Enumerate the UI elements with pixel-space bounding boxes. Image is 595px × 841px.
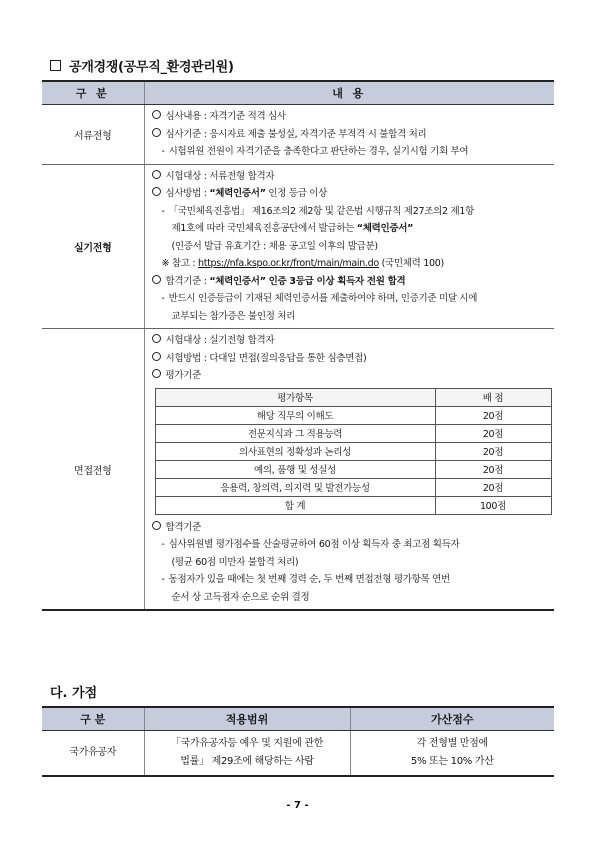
list-item: 심사기준 : 응시자료 제출 불성실, 자격기준 부적격 시 불합격 처리	[152, 126, 549, 144]
eval-row: 전문지식과 그 적용능력 20점	[155, 424, 551, 442]
list-subitem: - 반드시 인증등급이 기재된 체력인증서를 제출하여야 하며, 인증기준 미달 시에	[161, 293, 478, 304]
list-subitem: - 시험위원 전원이 자격기준을 충족한다고 판단하는 경우, 실기시험 기회 부여	[161, 146, 469, 157]
circle-bullet-icon	[152, 352, 161, 361]
list-item: 평가기준	[152, 367, 549, 385]
table-header-row	[42, 81, 554, 105]
page-number: - 7 -	[286, 800, 309, 811]
reference-link[interactable]: https://nfa.kspo.or.kr/front/main/main.do	[197, 258, 379, 269]
circle-bullet-icon	[152, 334, 161, 343]
table-row-practical	[42, 164, 554, 329]
row-label: 서류전형	[42, 105, 144, 165]
section-title: 공개경쟁(공무직_환경관리원)	[69, 60, 234, 75]
list-item: 시험방법 : 다대일 면접(질의응답을 통한 심층면접)	[152, 350, 549, 368]
list-subitem-cont: 제1호에 따라 국민체육진흥공단에서 발급하는 “체력인증서”	[171, 223, 414, 234]
circle-bullet-icon	[152, 275, 161, 284]
header-content: 내 용	[144, 81, 554, 105]
bonus-points-table	[42, 706, 554, 777]
circle-bullet-icon	[152, 170, 161, 179]
reference-note: ※ 참고 : https://nfa.kspo.or.kr/front/main/main.do (국민체력 100)	[161, 258, 444, 269]
circle-bullet-icon	[152, 128, 161, 137]
list-subitem: - 동점자가 있을 때에는 첫 번째 경력 순, 두 번째 면접전형 평가항목 연번	[161, 574, 450, 585]
circle-bullet-icon	[152, 369, 161, 378]
list-subitem-cont: 교부되는 참가증은 불인정 처리	[171, 310, 296, 322]
scope-cell: 「국가유공자등 예우 및 지원에 관한 법률」 제29조에 해당하는 사람	[144, 731, 350, 777]
table-row-interview	[42, 329, 554, 611]
list-subitem-cont: 순서 상 고득점자 순으로 순위 결정	[171, 591, 310, 603]
header-scope: 적용범위	[144, 707, 350, 731]
square-bullet-icon	[50, 60, 61, 71]
header-points: 가산점수	[350, 707, 554, 731]
table-row	[42, 731, 554, 777]
header-category: 구 분	[42, 707, 144, 731]
table-row-document-review	[42, 105, 554, 165]
list-item: 심사방법 : “체력인증서” 인정 등급 이상	[152, 185, 549, 203]
header-category: 구 분	[42, 81, 144, 105]
eval-row: 해당 직무의 이해도 20점	[155, 406, 551, 424]
evaluation-table	[155, 388, 552, 515]
eval-total-row: 합 계 100점	[155, 496, 551, 514]
list-subitem: - 심사위원별 평가점수를 산술평균하여 60점 이상 획득자 중 최고점 획득자	[161, 539, 460, 550]
section-heading	[50, 56, 234, 75]
circle-bullet-icon	[152, 521, 161, 530]
list-subitem-cont: (인증서 발급 유효기간 : 채용 공고일 이후의 발급분)	[171, 240, 378, 252]
eval-header-row	[155, 388, 551, 406]
row-label: 실기전형	[42, 164, 144, 329]
row-label: 면접전형	[42, 329, 144, 611]
eval-row: 의사표현의 정확성과 논리성 20점	[155, 442, 551, 460]
list-item: 심사내용 : 자격기준 적격 심사	[152, 108, 549, 126]
eval-header-score: 배 점	[435, 388, 551, 406]
row-content	[144, 105, 554, 165]
table-header-row	[42, 707, 554, 731]
section-heading-bonus: 다. 가점	[50, 686, 98, 701]
row-label: 국가유공자	[42, 731, 144, 777]
row-content	[144, 329, 554, 611]
list-item: 시험대상 : 서류전형 합격자	[152, 168, 549, 186]
list-subitem-cont: (평균 60점 미만자 불합격 처리)	[171, 556, 299, 568]
row-content	[144, 164, 554, 329]
circle-bullet-icon	[152, 110, 161, 119]
eval-header-item: 평가항목	[155, 388, 435, 406]
eval-row: 예의, 품행 및 성실성 20점	[155, 460, 551, 478]
selection-process-table	[42, 80, 554, 611]
eval-row: 응용력, 창의력, 의지력 및 발전가능성 20점	[155, 478, 551, 496]
list-item: 합격기준	[152, 519, 549, 537]
circle-bullet-icon	[152, 187, 161, 196]
points-cell: 각 전형별 만점에 5% 또는 10% 가산	[350, 731, 554, 777]
list-item: 시험대상 : 실기전형 합격자	[152, 332, 549, 350]
list-subitem: - 「국민체육진흥법」 제16조의2 제2항 및 같은법 시행규칙 제27조의2 제1항	[161, 205, 474, 217]
list-item: 합격기준 : “체력인증서” 인증 3등급 이상 획득자 전원 합격	[152, 273, 549, 291]
